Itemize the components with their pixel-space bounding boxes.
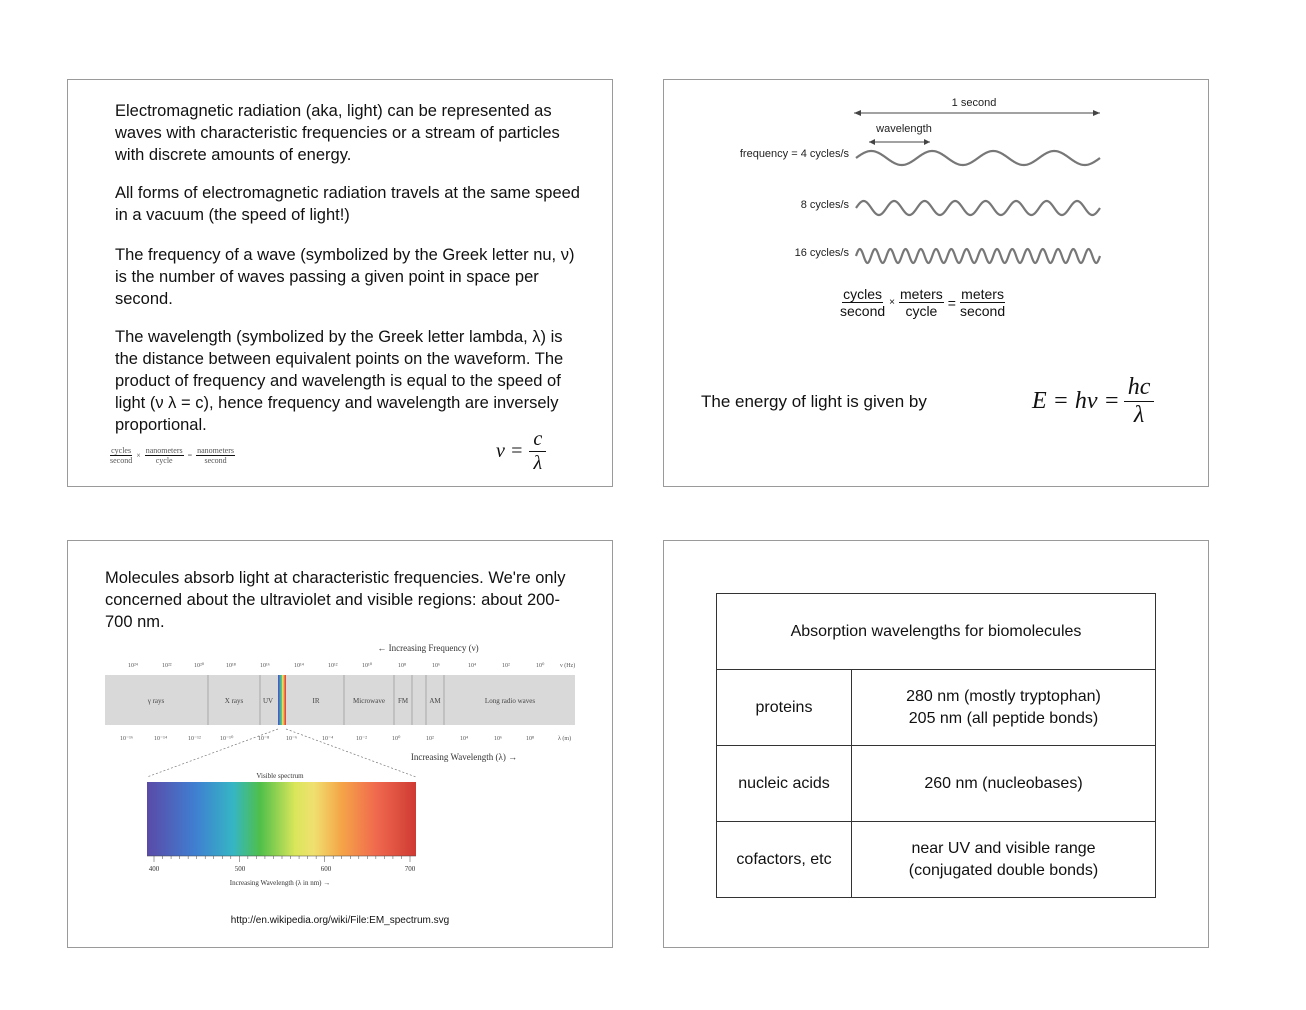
svg-text:10²⁴: 10²⁴ [128,663,138,669]
svg-text:10⁻¹⁰: 10⁻¹⁰ [220,736,234,742]
visible-tick-700: 700 [404,865,416,873]
visible-minor-ticks [154,856,410,862]
svg-text:10¹⁴: 10¹⁴ [294,663,304,669]
svg-text:10²: 10² [502,663,510,669]
absorption-text: Molecules absorb light at characteristic frequencies. We're only concerned about the ultraviolet and visible regions: about 200-700 nm. [105,569,566,631]
row-value: 280 nm (mostly tryptophan) 205 nm (all peptide bonds) [852,670,1156,746]
slide-absorption-spectrum [67,540,613,948]
svg-text:10⁸: 10⁸ [398,663,407,669]
svg-text:10²²: 10²² [162,663,172,669]
svg-text:10⁰: 10⁰ [536,663,545,669]
svg-text:10⁻¹⁴: 10⁻¹⁴ [154,736,168,742]
paragraph-speed-of-light: All forms of electromagnetic radiation travels at the same speed in a vacuum (the speed of light!) [115,184,580,224]
band-ir: IR [312,697,320,705]
svg-text:ν (Hz): ν (Hz) [560,663,576,669]
band-gamma: γ rays [147,697,165,705]
one-second-label: 1 second [951,97,997,109]
absorption-table [716,593,1156,898]
svg-text:10⁻¹²: 10⁻¹² [188,736,201,742]
svg-text:10¹²: 10¹² [328,663,338,669]
svg-text:10²: 10² [426,736,434,742]
svg-text:10¹⁸: 10¹⁸ [226,663,236,669]
svg-text:10⁻¹⁶: 10⁻¹⁶ [120,736,134,742]
svg-text:10⁸: 10⁸ [526,736,535,742]
svg-text:10¹⁶: 10¹⁶ [260,663,270,669]
unit-equation: $\frac{\text{cycles}}{\text{second}}$ × $\frac{\text{nanometers}}{\text{cycle}}$ = $\frac{\text{nanometers}}{\text{second}}$ [110,446,234,465]
svg-text:10⁴: 10⁴ [468,663,477,669]
row-value: near UV and visible range (conjugated double bonds) [852,822,1156,898]
table-row [717,746,1156,822]
svg-text:10⁻⁴: 10⁻⁴ [322,736,334,742]
table-row [717,822,1156,898]
energy-text: The energy of light is given by [701,392,927,411]
wave-label-8: 8 cycles/s [800,199,849,211]
source-link[interactable]: http://en.wikipedia.org/wiki/File:EM_spectrum.svg [230,915,450,926]
svg-text:λ (m): λ (m) [558,736,572,742]
wave-unit-equation: $\frac{\text{cycles}}{\text{second}}$ × $\frac{\text{meters}}{\text{cycle}}$ = $\frac{\text{meters}}{\text{second}}$ [840,286,1006,319]
slide-absorption-table [663,540,1209,948]
svg-text:10²⁰: 10²⁰ [194,663,205,669]
frequency-formula: ν = $\frac{c}{\lambda}$ [496,428,546,475]
paragraph-wavelength: The wavelength (symbolized by the Greek letter lambda, λ) is the distance between equivalent points on the waveform. The product of frequency and wavelength is equal to the speed of light (ν λ = c), hence frequency and wavelength are inversely proportional. [115,328,564,434]
visible-axis-label: Increasing Wavelength (λ in nm) → [229,879,331,887]
energy-formula: E = hν = $\frac{hc}{\lambda}$ [1032,374,1154,429]
paragraph-em-radiation: Electromagnetic radiation (aka, light) can be represented as waves with characteristic frequencies or a stream of particles with discrete amounts of energy. [115,102,560,164]
band-microwave: Microwave [353,697,385,705]
wave-label-16: 16 cycles/s [794,247,849,259]
visible-band [278,675,286,725]
svg-text:10⁴: 10⁴ [460,736,469,742]
svg-text:10⁻⁸: 10⁻⁸ [258,736,270,742]
visible-tick-600: 600 [320,865,332,873]
svg-text:10⁻²: 10⁻² [356,736,367,742]
increasing-wavelength-label: Increasing Wavelength (λ) → [410,752,518,762]
wave-4-cycles [856,151,1100,165]
row-name: cofactors, etc [717,822,852,898]
paragraph-frequency: The frequency of a wave (symbolized by the Greek letter nu, ν) is the number of waves passing a given point in space per second. [115,246,575,308]
row-name: nucleic acids [717,746,852,822]
visible-tick-400: 400 [148,865,160,873]
slide-waves-energy [663,79,1209,487]
band-uv: UV [262,697,274,705]
visible-tick-labels [149,865,416,873]
row-value: 260 nm (nucleobases) [852,746,1156,822]
table-row [717,670,1156,746]
table-title: Absorption wavelengths for biomolecules [717,594,1156,670]
svg-text:10⁶: 10⁶ [494,736,503,742]
visible-spectrum-bar [147,782,416,856]
band-xray: X rays [224,697,244,705]
band-am: AM [429,697,441,705]
slide-electromagnetic-radiation [67,79,613,487]
svg-text:10⁻⁶: 10⁻⁶ [286,736,298,742]
band-fm: FM [397,697,409,705]
svg-text:10⁰: 10⁰ [392,736,401,742]
svg-text:10⁶: 10⁶ [432,663,441,669]
wave-16-cycles [856,249,1100,263]
increasing-frequency-label: ← Increasing Frequency (ν) [377,643,479,653]
visible-spectrum-label: Visible spectrum [256,772,304,780]
band-long-radio: Long radio waves [484,697,536,705]
wave-label-4: frequency = 4 cycles/s [739,148,849,160]
em-spectrum-diagram [68,637,612,907]
frequency-ticks [128,662,575,669]
wavelength-ticks [120,735,571,742]
svg-text:10¹⁰: 10¹⁰ [362,663,373,669]
visible-tick-500: 500 [234,865,246,873]
wave-8-cycles [856,201,1100,215]
row-name: proteins [717,670,852,746]
wavelength-label: wavelength [876,123,932,135]
